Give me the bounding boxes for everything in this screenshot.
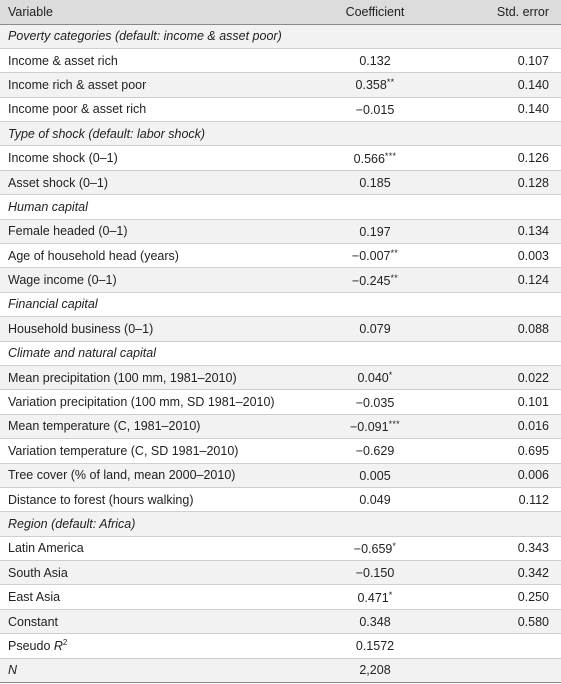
significance-stars: *** — [388, 418, 400, 429]
n-row — [0, 658, 561, 682]
std-error-cell: 0.343 — [517, 541, 549, 556]
significance-stars: ** — [386, 77, 395, 88]
table-row — [0, 97, 561, 121]
coefficient-cell — [300, 146, 450, 170]
table-row — [0, 170, 561, 194]
coefficient-value: −0.659 — [353, 541, 393, 556]
coefficient-cell — [300, 487, 450, 511]
table-row — [0, 536, 561, 560]
table-row — [0, 463, 561, 487]
std-error-cell: 0.003 — [517, 248, 549, 263]
table-row — [0, 487, 561, 511]
header-std-error: Std. error — [496, 4, 549, 19]
section-row — [0, 122, 561, 146]
coefficient-cell — [300, 97, 450, 121]
row-label: Variation temperature (C, SD 1981–2010) — [8, 443, 239, 458]
section-row — [0, 24, 561, 48]
empty-cell — [450, 658, 561, 682]
table-row — [0, 609, 561, 633]
row-label: Latin America — [8, 541, 84, 556]
table-row — [0, 317, 561, 341]
std-error-cell: 0.107 — [517, 53, 549, 68]
pseudo-r2-value: 0.1572 — [355, 638, 395, 653]
coefficient-value: −0.007 — [351, 249, 391, 264]
section-label-human: Human capital — [8, 199, 88, 214]
coefficient-value: 0.358 — [355, 78, 387, 93]
coefficient-value: 0.040 — [357, 371, 389, 386]
row-label: Variation precipitation (100 mm, SD 1981–2010) — [8, 395, 275, 410]
section-label-poverty: Poverty categories (default: income & asset poor) — [8, 29, 282, 44]
table-row — [0, 390, 561, 414]
coefficient-value: −0.150 — [355, 566, 395, 581]
std-error-cell: 0.126 — [517, 151, 549, 166]
row-label: Constant — [8, 614, 59, 629]
row-label-pseudo-r2 — [0, 634, 300, 658]
table-row — [0, 73, 561, 97]
std-error-cell: 0.016 — [517, 419, 549, 434]
std-error-cell: 0.134 — [517, 224, 549, 239]
section-label-climate: Climate and natural capital — [8, 346, 156, 361]
coefficient-value: 0.185 — [359, 176, 391, 191]
coefficient-value: −0.629 — [355, 444, 395, 459]
coefficient-cell — [300, 244, 450, 268]
table-row — [0, 48, 561, 72]
header-coefficient: Coefficient — [345, 4, 405, 19]
row-label: Wage income (0–1) — [8, 273, 117, 288]
pseudo-label: Pseudo — [8, 639, 54, 654]
coefficient-cell — [300, 414, 450, 438]
row-label: Asset shock (0–1) — [8, 175, 109, 190]
significance-stars: * — [392, 540, 397, 551]
coefficient-cell — [300, 585, 450, 609]
row-label: Age of household head (years) — [8, 248, 179, 263]
row-label: East Asia — [8, 590, 61, 605]
coefficient-cell — [300, 439, 450, 463]
table-row — [0, 365, 561, 389]
header-row — [0, 0, 561, 24]
table-row — [0, 268, 561, 292]
std-error-cell: 0.128 — [517, 175, 549, 190]
row-label: Distance to forest (hours walking) — [8, 492, 194, 507]
coefficient-value: 0.049 — [359, 493, 391, 508]
coefficient-value: −0.035 — [355, 395, 395, 410]
table-row — [0, 561, 561, 585]
significance-stars: ** — [390, 272, 399, 283]
std-error-cell: 0.342 — [517, 565, 549, 580]
superscript-2: 2 — [62, 638, 68, 648]
coefficient-value: 0.132 — [359, 54, 391, 69]
coefficient-value: 0.079 — [359, 322, 391, 337]
table-row — [0, 439, 561, 463]
coefficient-cell — [300, 317, 450, 341]
pseudo-r2-row — [0, 634, 561, 658]
table-row — [0, 219, 561, 243]
std-error-cell: 0.140 — [517, 102, 549, 117]
row-label: Household business (0–1) — [8, 321, 154, 336]
coefficient-value: −0.015 — [355, 102, 395, 117]
std-error-cell: 0.140 — [517, 77, 549, 92]
std-error-cell: 0.250 — [517, 590, 549, 605]
std-error-cell: 0.112 — [518, 492, 549, 507]
row-label: Mean temperature (C, 1981–2010) — [8, 419, 201, 434]
coefficient-cell — [300, 170, 450, 194]
empty-cell — [450, 634, 561, 658]
n-value: 2,208 — [359, 663, 391, 678]
coefficient-value: 0.348 — [359, 615, 391, 630]
section-row — [0, 292, 561, 316]
section-row — [0, 341, 561, 365]
section-row — [0, 195, 561, 219]
row-label: Income poor & asset rich — [8, 102, 147, 117]
significance-stars: * — [388, 370, 393, 381]
significance-stars: ** — [390, 248, 399, 259]
std-error-cell: 0.088 — [517, 321, 549, 336]
row-label: Income rich & asset poor — [8, 77, 147, 92]
section-label-financial: Financial capital — [8, 297, 98, 312]
coefficient-cell — [300, 609, 450, 633]
coefficient-value: −0.091 — [349, 419, 389, 434]
std-error-cell: 0.124 — [517, 273, 549, 288]
std-error-cell: 0.006 — [517, 468, 549, 483]
row-label: Income & asset rich — [8, 53, 118, 68]
coefficient-cell — [300, 536, 450, 560]
section-label-shock: Type of shock (default: labor shock) — [8, 126, 206, 141]
r-symbol: R — [53, 639, 63, 654]
coefficient-value: 0.197 — [359, 224, 391, 239]
significance-stars: *** — [384, 150, 397, 161]
row-label-n: N — [8, 663, 18, 678]
coefficient-cell — [300, 219, 450, 243]
row-label: Income shock (0–1) — [8, 151, 118, 166]
section-row — [0, 512, 561, 536]
coefficient-cell — [300, 73, 450, 97]
table-row — [0, 244, 561, 268]
coefficient-cell — [300, 365, 450, 389]
row-label: South Asia — [8, 565, 68, 580]
std-error-cell: 0.101 — [517, 395, 549, 410]
std-error-cell: 0.022 — [517, 370, 549, 385]
coefficient-cell — [300, 268, 450, 292]
coefficient-value: 0.005 — [359, 468, 391, 483]
coefficient-value: 0.566 — [353, 151, 385, 166]
coefficient-cell — [300, 463, 450, 487]
row-label: Tree cover (% of land, mean 2000–2010) — [8, 468, 236, 483]
row-label: Female headed (0–1) — [8, 224, 128, 239]
significance-stars: * — [388, 589, 393, 600]
row-label: Mean precipitation (100 mm, 1981–2010) — [8, 370, 237, 385]
table-row — [0, 585, 561, 609]
table-row — [0, 414, 561, 438]
coefficient-cell — [300, 390, 450, 414]
coefficient-cell — [300, 48, 450, 72]
std-error-cell: 0.580 — [517, 614, 549, 629]
std-error-cell: 0.695 — [517, 443, 549, 458]
header-variable: Variable — [8, 4, 53, 19]
coefficient-value: 0.471 — [357, 590, 389, 605]
coefficient-cell — [300, 561, 450, 585]
coefficient-value: −0.245 — [351, 273, 391, 288]
section-label-region: Region (default: Africa) — [8, 517, 136, 531]
table-row — [0, 146, 561, 170]
